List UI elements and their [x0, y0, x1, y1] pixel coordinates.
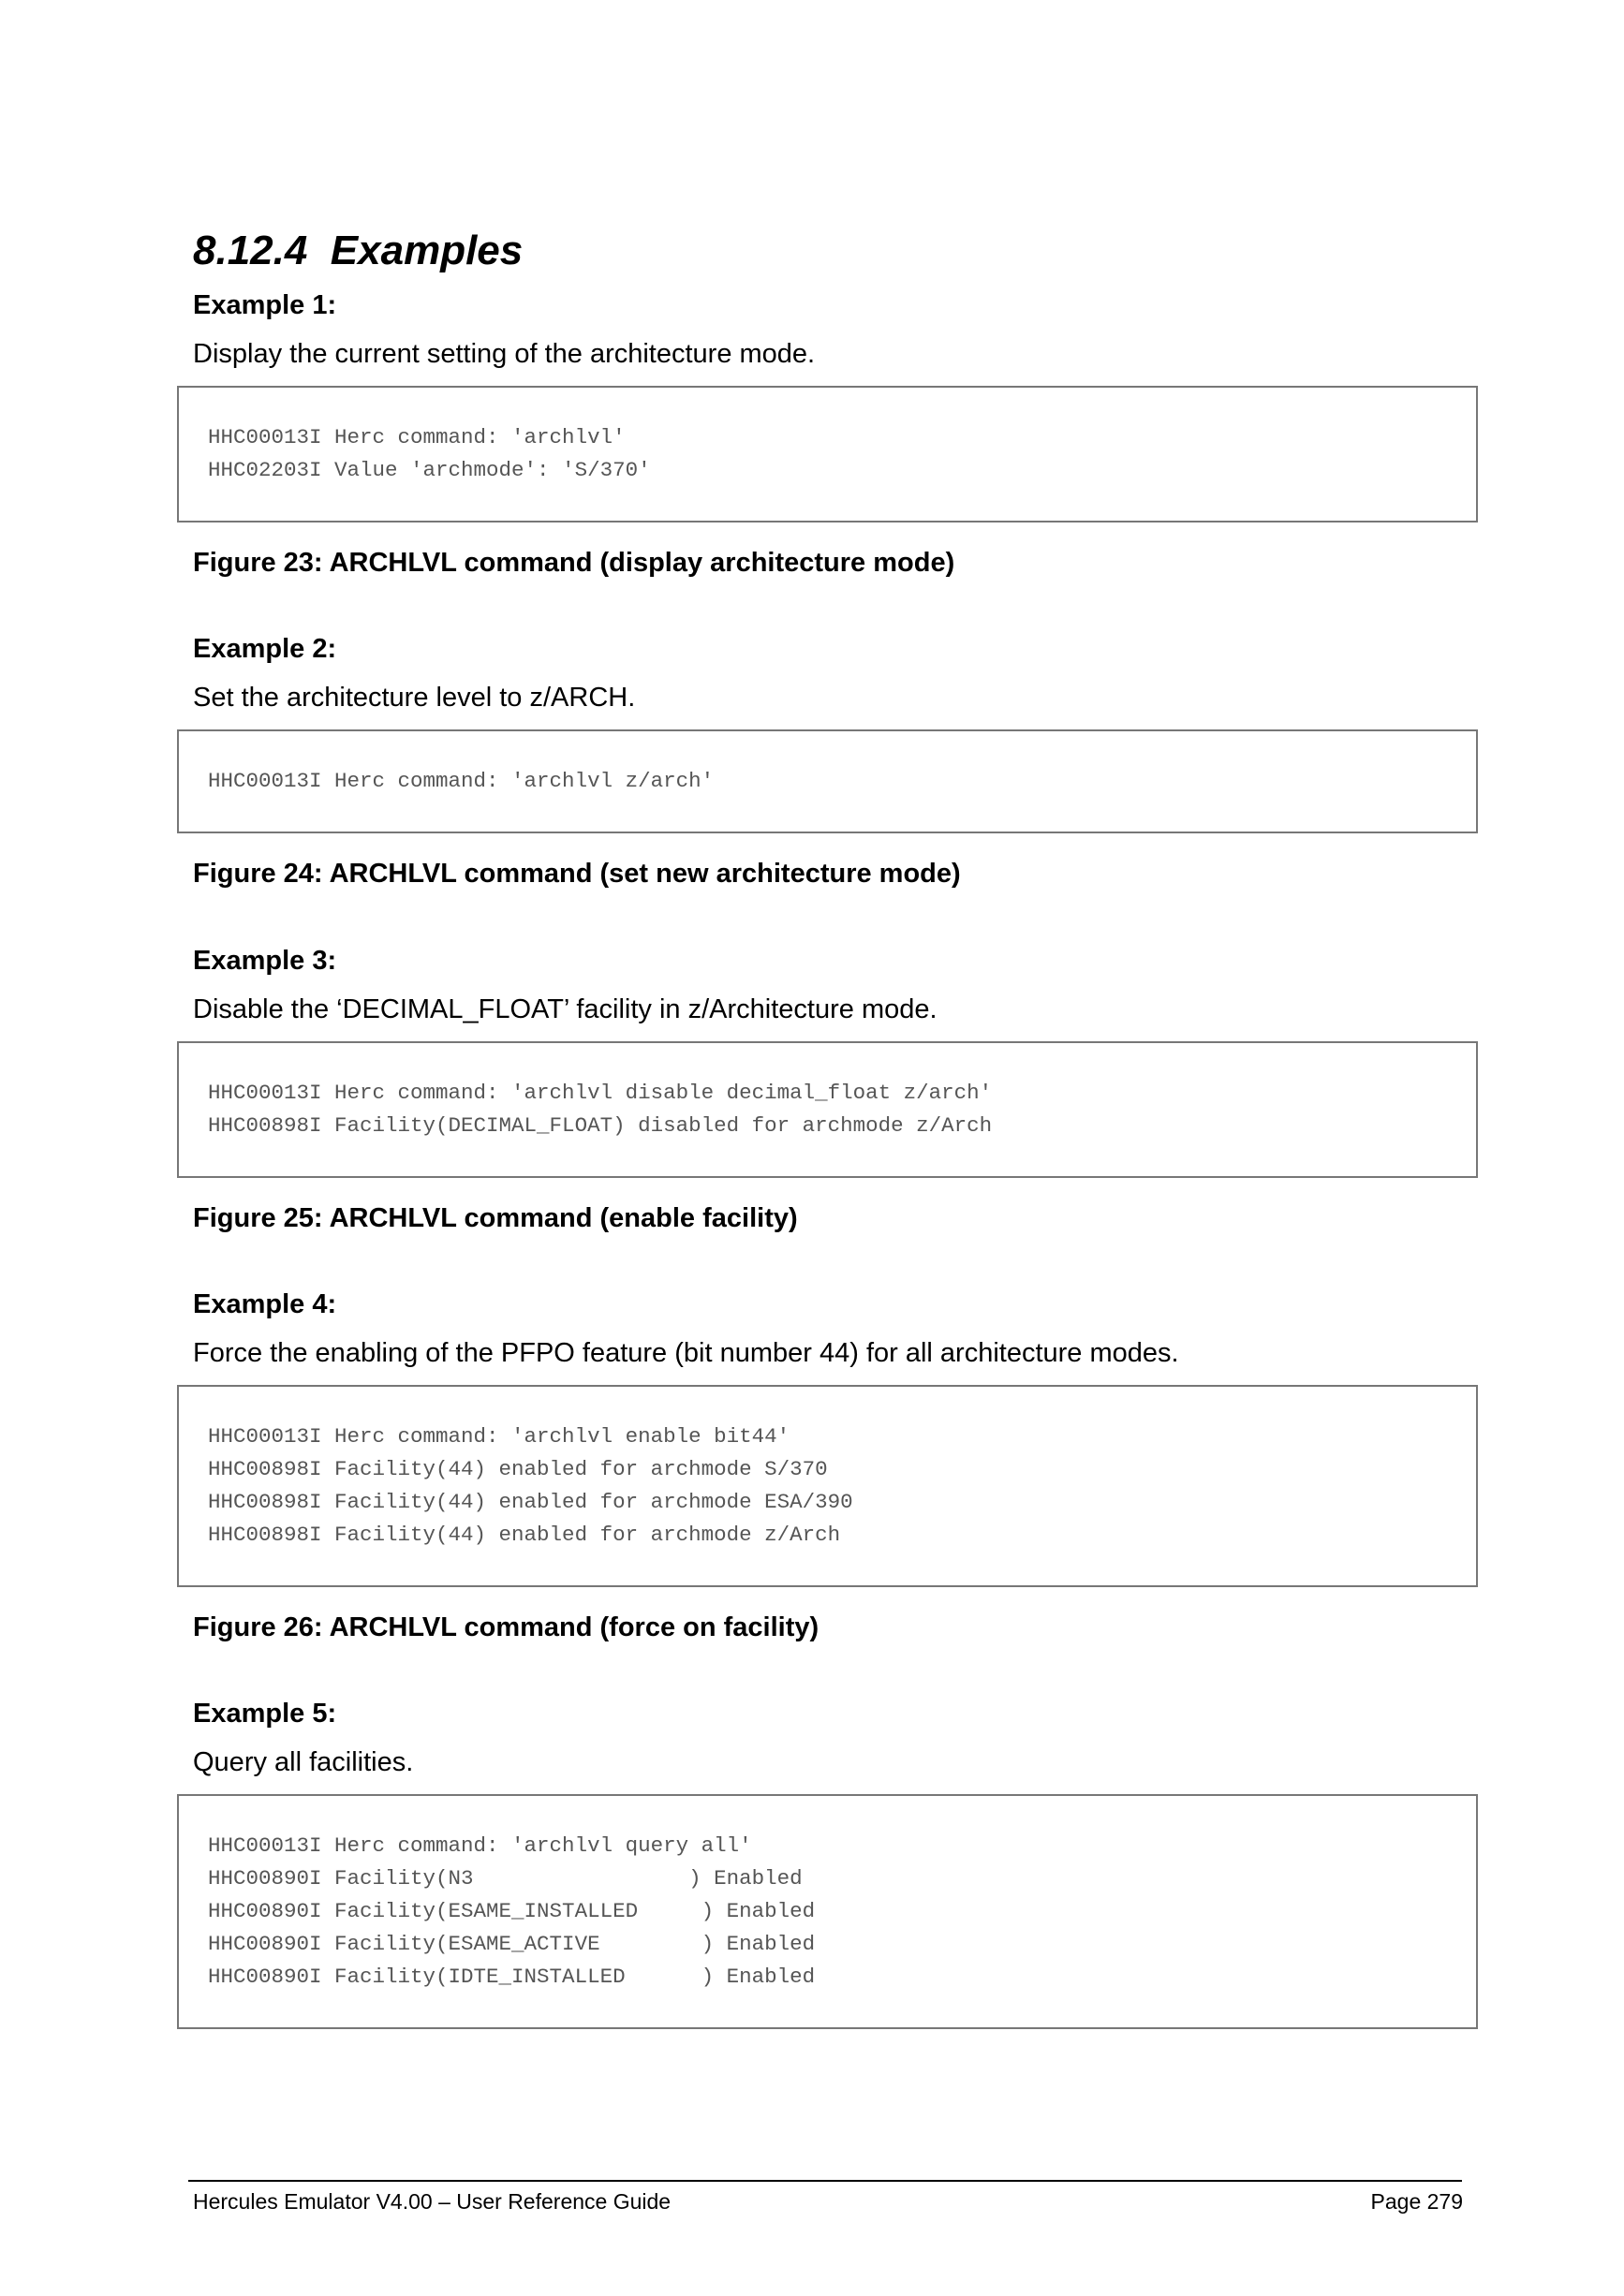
- example-1: [193, 288, 1480, 580]
- console-output-box: [177, 386, 1478, 522]
- figure-caption: Figure 24: ARCHLVL command (set new architecture mode): [193, 859, 961, 889]
- example-heading: Example 3:: [193, 946, 337, 976]
- console-output-box: [177, 1041, 1478, 1178]
- example-heading: Example 5:: [193, 1699, 337, 1729]
- example-description: Query all facilities.: [193, 1747, 414, 1777]
- example-2: [193, 632, 1480, 890]
- example-description: Set the architecture level to z/ARCH.: [193, 683, 636, 713]
- console-line: HHC00013I Herc command: 'archlvl': [208, 425, 626, 449]
- console-line: HHC00890I Facility(IDTE_INSTALLED ) Enabled: [208, 1965, 816, 1989]
- example-heading: Example 2:: [193, 634, 337, 664]
- console-line: HHC00890I Facility(ESAME_ACTIVE ) Enabled: [208, 1932, 816, 1956]
- example-description: Display the current setting of the architecture mode.: [193, 339, 816, 369]
- console-line: HHC00898I Facility(44) enabled for archmode z/Arch: [208, 1523, 841, 1547]
- section-number: 8.12.4: [193, 228, 308, 273]
- example-heading: Example 1:: [193, 290, 337, 320]
- figure-caption: Figure 23: ARCHLVL command (display architecture mode): [193, 548, 955, 578]
- example-description: Disable the ‘DECIMAL_FLOAT’ facility in z/Architecture mode.: [193, 994, 937, 1024]
- console-line: HHC02203I Value 'archmode': 'S/370': [208, 458, 651, 482]
- console-output-box: [177, 729, 1478, 833]
- footer-page-number: Page 279: [1370, 2189, 1463, 2214]
- footer-document-title: Hercules Emulator V4.00 – User Reference Guide: [193, 2189, 672, 2214]
- example-3: [193, 944, 1480, 1235]
- console-line: HHC00898I Facility(44) enabled for archmode ESA/390: [208, 1490, 853, 1514]
- console-line: HHC00013I Herc command: 'archlvl z/arch': [208, 769, 715, 793]
- example-5: [193, 1697, 1480, 2029]
- console-line: HHC00013I Herc command: 'archlvl disable decimal_float z/arch': [208, 1081, 993, 1105]
- section-heading: [193, 223, 523, 279]
- footer-divider: [188, 2180, 1462, 2182]
- console-line: HHC00898I Facility(44) enabled for archmode S/370: [208, 1457, 828, 1481]
- console-line: HHC00013I Herc command: 'archlvl query all': [208, 1833, 752, 1858]
- console-output-box: [177, 1794, 1478, 2029]
- console-line: HHC00898I Facility(DECIMAL_FLOAT) disabled for archmode z/Arch: [208, 1113, 993, 1138]
- section-title-text: Examples: [330, 228, 524, 273]
- console-line: HHC00890I Facility(ESAME_INSTALLED ) Enabled: [208, 1899, 816, 1923]
- figure-caption: Figure 26: ARCHLVL command (force on facility): [193, 1612, 819, 1642]
- console-output-box: [177, 1385, 1478, 1587]
- console-line: HHC00013I Herc command: 'archlvl enable bit44': [208, 1424, 790, 1449]
- figure-caption: Figure 25: ARCHLVL command (enable facility): [193, 1203, 798, 1233]
- example-description: Force the enabling of the PFPO feature (bit number 44) for all architecture modes.: [193, 1338, 1179, 1368]
- example-heading: Example 4:: [193, 1289, 337, 1319]
- console-line: HHC00890I Facility(N3 ) Enabled: [208, 1866, 803, 1891]
- example-4: [193, 1288, 1480, 1644]
